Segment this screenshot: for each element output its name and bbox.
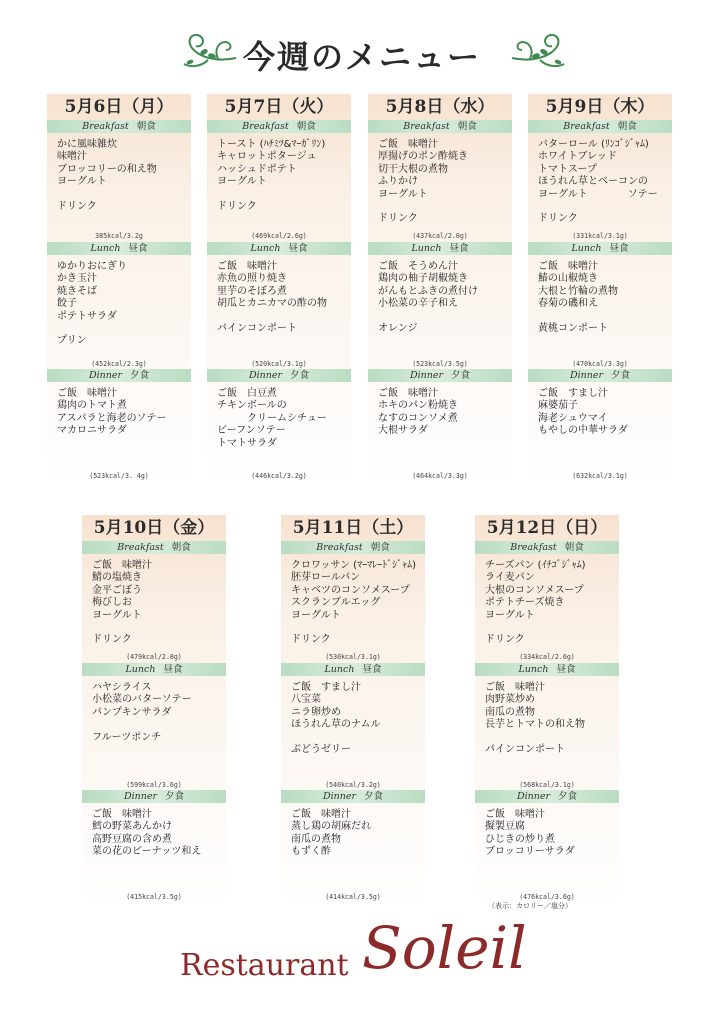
menu-item: 南瓜の煮物	[485, 706, 535, 718]
lunch-items	[47, 255, 191, 348]
menu-item: チキンボールの	[217, 400, 287, 412]
dinner-items	[47, 382, 191, 438]
menu-item: 鱈の野菜あんかけ	[92, 821, 172, 833]
menu-item: ご飯 味噌汁	[485, 809, 545, 820]
lunch-section	[368, 242, 512, 335]
breakfast-section	[528, 120, 672, 226]
menu-item: トマトサラダ	[217, 437, 277, 449]
dinner-label-jp: 夕食	[611, 370, 631, 381]
menu-item: 春菊の磯和え	[538, 298, 598, 310]
breakfast-items	[281, 554, 425, 647]
menu-item: ほうれん草とベーコンの	[538, 176, 648, 188]
breakfast-label-en: Breakfast	[563, 121, 610, 132]
day-card	[528, 94, 672, 484]
menu-item: 焼きそば	[57, 285, 97, 297]
breakfast-items	[207, 133, 351, 213]
menu-item: ドリンク	[378, 213, 418, 225]
lunch-nutrition: (523kcal/3.5g)	[412, 360, 468, 368]
breakfast-section	[82, 541, 226, 647]
menu-item: もやしの中華サラダ	[538, 425, 628, 437]
breakfast-header	[475, 541, 619, 554]
menu-item: ぶどうゼリー	[291, 743, 351, 755]
dinner-header	[368, 369, 512, 382]
lunch-label-jp: 昼食	[362, 664, 382, 675]
logo-restaurant-text: Restaurant	[180, 948, 349, 983]
dinner-label-en: Dinner	[409, 370, 444, 381]
menu-item: 胚芽ロールパン	[291, 572, 361, 584]
menu-item: 高野豆腐の含め煮	[92, 833, 172, 845]
menu-item: ご飯 味噌汁	[92, 809, 152, 820]
menu-item: パインコンポート	[485, 743, 565, 755]
breakfast-section	[368, 120, 512, 226]
menu-item: ご飯 味噌汁	[57, 388, 117, 399]
menu-item	[217, 189, 351, 201]
breakfast-header	[47, 120, 191, 133]
breakfast-header	[82, 541, 226, 554]
menu-item: がんもとふきの煮付け	[378, 285, 478, 297]
menu-item: 蒸し鶏の胡麻だれ	[291, 821, 371, 833]
menu-item: 八宝菜	[291, 694, 321, 706]
lunch-header	[82, 663, 226, 676]
lunch-nutrition: (540kcal/3.2g)	[325, 781, 381, 789]
breakfast-items	[82, 554, 226, 647]
menu-item: ドリンク	[485, 634, 525, 646]
menu-item: ハヤシライス	[92, 682, 152, 693]
breakfast-nutrition: (331kcal/3.1g)	[572, 232, 628, 240]
breakfast-label-en: Breakfast	[403, 121, 450, 132]
menu-item: フルーツポンチ	[92, 731, 162, 743]
lunch-label-en: Lunch	[90, 243, 121, 254]
day-date: 5月10日（金）	[93, 518, 215, 538]
breakfast-label-en: Breakfast	[316, 542, 363, 553]
lunch-label-jp: 昼食	[128, 243, 148, 254]
lunch-section	[475, 663, 619, 756]
menu-item: なすのコンソメ煮	[378, 412, 458, 424]
menu-item: 小松菜の辛子和え	[378, 298, 458, 310]
breakfast-header	[207, 120, 351, 133]
dinner-label-jp: 夕食	[364, 791, 384, 802]
day-date: 5月6日（月）	[64, 97, 174, 117]
menu-item: トマトスープ	[538, 163, 597, 175]
menu-item: オレンジ	[378, 322, 418, 334]
lunch-label-jp: 昼食	[449, 243, 469, 254]
menu-item: 金平ごぼう	[92, 584, 142, 596]
menu-item: ご飯 白豆煮	[217, 388, 277, 399]
menu-item: キャベツのコンソメスープ	[291, 584, 410, 596]
day-date: 5月9日（木）	[545, 97, 655, 117]
dinner-header	[47, 369, 191, 382]
menu-item: クロワッサン (ﾏｰﾏﾚｰﾄﾞｼﾞｬﾑ)	[291, 560, 416, 571]
lunch-label-jp: 昼食	[609, 243, 629, 254]
lunch-label-en: Lunch	[518, 664, 549, 675]
menu-item: ヨーグルト	[217, 176, 267, 188]
lunch-section	[207, 242, 351, 335]
dinner-nutrition: (464kcal/3.3g)	[412, 472, 468, 480]
breakfast-header	[528, 120, 672, 133]
logo-soleil-text: Soleil	[362, 914, 527, 982]
lunch-section	[47, 242, 191, 348]
menu-item: もずく酢	[291, 846, 331, 858]
dinner-label-jp: 夕食	[558, 791, 578, 802]
breakfast-items	[47, 133, 191, 213]
dinner-nutrition: (414kcal/3.5g)	[325, 893, 381, 901]
dinner-header	[528, 369, 672, 382]
dinner-section	[281, 790, 425, 859]
menu-item: 鯖の塩焼き	[92, 572, 142, 584]
menu-item: ビーフンソテー	[217, 425, 286, 437]
dinner-nutrition: (523kcal/3. 4g)	[89, 472, 149, 480]
dinner-items	[281, 803, 425, 859]
dinner-label-jp: 夕食	[290, 370, 310, 381]
menu-item	[538, 311, 672, 323]
menu-item	[291, 622, 425, 634]
lunch-nutrition: (470kcal/3.3g)	[572, 360, 628, 368]
lunch-header	[281, 663, 425, 676]
menu-item: プリン	[57, 335, 87, 347]
dinner-header	[207, 369, 351, 382]
breakfast-label-jp: 朝食	[617, 121, 637, 132]
dinner-label-jp: 夕食	[130, 370, 150, 381]
day-card	[368, 94, 512, 484]
menu-item	[217, 311, 351, 323]
dinner-label-en: Dinner	[322, 791, 357, 802]
dinner-section	[47, 369, 191, 438]
menu-item	[57, 189, 191, 201]
dinner-items	[207, 382, 351, 450]
lunch-label-en: Lunch	[125, 664, 156, 675]
day-card	[47, 94, 191, 484]
lunch-items	[207, 255, 351, 335]
menu-item: 小松菜のバターソテー	[92, 694, 192, 706]
lunch-label-en: Lunch	[324, 664, 355, 675]
menu-item: 鶏肉の柚子胡椒焼き	[378, 273, 468, 285]
menu-item: ニラ卵炒め	[291, 706, 341, 718]
menu-item: ドリンク	[538, 213, 578, 225]
menu-item	[92, 622, 226, 634]
dinner-label-en: Dinner	[123, 791, 158, 802]
menu-item: 麻婆茄子	[538, 400, 578, 412]
menu-item: 鰆の山椒焼き	[538, 273, 598, 285]
dinner-nutrition: (446kcal/3.2g)	[251, 472, 307, 480]
menu-item	[92, 719, 226, 731]
breakfast-label-en: Breakfast	[510, 542, 557, 553]
dinner-label-en: Dinner	[248, 370, 283, 381]
dinner-label-en: Dinner	[88, 370, 123, 381]
lunch-nutrition: (452kcal/2.3g)	[91, 360, 147, 368]
breakfast-section	[281, 541, 425, 647]
breakfast-label-jp: 朝食	[136, 121, 156, 132]
lunch-nutrition: (568kcal/3.1g)	[519, 781, 575, 789]
menu-item: ドリンク	[217, 200, 257, 212]
dinner-items	[528, 382, 672, 438]
breakfast-header	[281, 541, 425, 554]
day-card	[475, 515, 619, 905]
breakfast-label-jp: 朝食	[171, 542, 191, 553]
breakfast-section	[475, 541, 619, 647]
page-title: 今週のメニュー	[242, 38, 481, 76]
dinner-header	[475, 790, 619, 803]
menu-item: ブロッコリーの和え物	[57, 163, 157, 175]
menu-item: キャロットポタージュ	[217, 151, 317, 163]
lunch-header	[528, 242, 672, 255]
menu-item: 鶏肉のトマト煮	[57, 400, 127, 412]
breakfast-items	[475, 554, 619, 647]
menu-item	[378, 201, 512, 213]
day-date: 5月11日（土）	[292, 518, 414, 538]
lunch-label-en: Lunch	[571, 243, 602, 254]
day-card	[281, 515, 425, 905]
dinner-label-en: Dinner	[516, 791, 551, 802]
menu-item	[485, 732, 619, 744]
menu-item	[291, 732, 425, 744]
breakfast-label-jp: 朝食	[457, 121, 477, 132]
title-area	[0, 28, 724, 78]
menu-item: 大根と竹輪の煮物	[538, 285, 618, 297]
dinner-items	[368, 382, 512, 438]
breakfast-label-en: Breakfast	[82, 121, 129, 132]
menu-item: ご飯 すまし汁	[291, 682, 361, 693]
dinner-section	[207, 369, 351, 450]
dinner-section	[368, 369, 512, 438]
lunch-label-jp: 昼食	[556, 664, 576, 675]
lunch-section	[281, 663, 425, 756]
menu-item: 切干大根の煮物	[378, 163, 448, 175]
menu-item: ハッシュドポテト	[217, 163, 297, 175]
menu-item: 大根サラダ	[378, 425, 428, 437]
lunch-header	[368, 242, 512, 255]
menu-item	[57, 323, 191, 335]
breakfast-label-jp: 朝食	[370, 542, 390, 553]
dinner-items	[475, 803, 619, 859]
menu-item: 胡瓜とカニカマの酢の物	[217, 298, 327, 310]
menu-item: アスパラと海老のソテー	[57, 412, 167, 424]
menu-item: トースト (ﾊﾁﾐﾂ&ﾏｰｶﾞﾘﾝ)	[217, 139, 326, 150]
dinner-nutrition: (632kcal/3.1g)	[572, 472, 628, 480]
menu-item: 菜の花のピーナッツ和え	[92, 846, 202, 858]
menu-item: 長芋とトマトの和え物	[485, 719, 585, 731]
menu-item: ドリンク	[291, 634, 331, 646]
menu-item: チーズパン (ｲﾁｺﾞｼﾞｬﾑ)	[485, 560, 586, 571]
menu-item: 厚揚げのポン酢焼き	[378, 151, 468, 163]
day-card	[207, 94, 351, 484]
dinner-label-en: Dinner	[569, 370, 604, 381]
menu-item: ポテトサラダ	[57, 310, 117, 322]
lunch-items	[281, 676, 425, 756]
menu-item: バターロール (ﾘﾝｺﾞｼﾞｬﾑ)	[538, 139, 649, 150]
menu-item	[485, 622, 619, 634]
menu-item: パインコンポート	[217, 322, 297, 334]
dinner-items	[82, 803, 226, 859]
dinner-nutrition: (476kcal/3.6g)	[519, 893, 575, 901]
lunch-nutrition: (599kcal/3.6g)	[126, 781, 182, 789]
menu-item: 梅びしお	[92, 597, 132, 609]
breakfast-nutrition: (437kcal/2.0g)	[412, 232, 468, 240]
menu-item: ドリンク	[92, 634, 132, 646]
dinner-label-jp: 夕食	[165, 791, 185, 802]
breakfast-items	[528, 133, 672, 226]
menu-item: ご飯 そうめん汁	[378, 261, 458, 272]
menu-item: ご飯 味噌汁	[485, 682, 545, 693]
breakfast-label-jp: 朝食	[564, 542, 584, 553]
menu-item: ホワイトブレッド	[538, 151, 617, 163]
lunch-header	[47, 242, 191, 255]
menu-item: ヨーグルト ソテー	[538, 188, 658, 200]
dinner-label-jp: 夕食	[451, 370, 471, 381]
lunch-header	[475, 663, 619, 676]
breakfast-nutrition: (334kcal/2.6g)	[519, 653, 575, 661]
lunch-section	[82, 663, 226, 744]
dinner-header	[82, 790, 226, 803]
menu-item: ヨーグルト	[485, 609, 535, 621]
menu-item: クリームシチュー	[217, 412, 327, 424]
menu-item: かに風味雑炊	[57, 139, 117, 150]
dinner-section	[528, 369, 672, 438]
lunch-label-jp: 昼食	[163, 664, 183, 675]
menu-item: ご飯 味噌汁	[92, 560, 152, 571]
dinner-nutrition: (415kcal/3.5g)	[126, 893, 182, 901]
menu-item: ふりかけ	[378, 176, 418, 188]
lunch-label-jp: 昼食	[288, 243, 308, 254]
menu-item: ご飯 味噌汁	[217, 261, 277, 272]
menu-item: ヨーグルト	[92, 609, 142, 621]
menu-item: ひじきの炒り煮	[485, 833, 555, 845]
menu-item: ご飯 味噌汁	[291, 809, 351, 820]
lunch-label-en: Lunch	[250, 243, 281, 254]
menu-item: 味噌汁	[57, 151, 87, 163]
menu-item: ご飯 味噌汁	[378, 139, 438, 150]
menu-item: ライ麦パン	[485, 572, 535, 584]
lunch-items	[82, 676, 226, 744]
menu-item: ご飯 味噌汁	[538, 261, 598, 272]
menu-item: 擬製豆腐	[485, 821, 525, 833]
dinner-section	[475, 790, 619, 859]
menu-item: 大根のコンソメスープ	[485, 584, 584, 596]
breakfast-nutrition: (479kcal/2.8g)	[126, 653, 182, 661]
lunch-header	[207, 242, 351, 255]
lunch-section	[528, 242, 672, 335]
menu-item: スクランブルエッグ	[291, 597, 381, 609]
menu-item: 里芋のそぼろ煮	[217, 285, 287, 297]
menu-item: 赤魚の照り焼き	[217, 273, 287, 285]
breakfast-nutrition: (530kcal/3.1g)	[325, 653, 381, 661]
lunch-nutrition: (520kcal/3.1g)	[251, 360, 307, 368]
lunch-label-en: Lunch	[411, 243, 442, 254]
menu-item: ポテトチーズ焼き	[485, 597, 565, 609]
menu-item: ドリンク	[57, 200, 97, 212]
menu-item: ヨーグルト	[291, 609, 341, 621]
dinner-section	[82, 790, 226, 859]
menu-item: ホキのパン粉焼き	[378, 400, 458, 412]
menu-item: ほうれん草のナムル	[291, 719, 381, 731]
lunch-items	[368, 255, 512, 335]
menu-item: ご飯 すまし汁	[538, 388, 608, 399]
lunch-items	[475, 676, 619, 756]
menu-item: ヨーグルト	[57, 176, 107, 188]
menu-item: 肉野菜炒め	[485, 694, 535, 706]
menu-item	[378, 311, 512, 323]
breakfast-section	[47, 120, 191, 213]
day-date: 5月12日（日）	[486, 518, 608, 538]
breakfast-section	[207, 120, 351, 213]
menu-item: パンプキンサラダ	[92, 706, 172, 718]
breakfast-label-en: Breakfast	[117, 542, 164, 553]
breakfast-header	[368, 120, 512, 133]
breakfast-nutrition: (469kcal/2.6g)	[251, 232, 307, 240]
breakfast-label-en: Breakfast	[242, 121, 289, 132]
lunch-items	[528, 255, 672, 335]
breakfast-items	[368, 133, 512, 226]
breakfast-nutrition: 385kcal/3.2g	[95, 232, 143, 240]
menu-item: 餃子	[57, 298, 77, 310]
menu-item	[538, 201, 672, 213]
menu-item: かき玉汁	[57, 273, 97, 285]
menu-item: 海老シュウマイ	[538, 412, 608, 424]
menu-item: 南瓜の煮物	[291, 833, 341, 845]
menu-item: ヨーグルト	[378, 188, 428, 200]
menu-item: ゆかりおにぎり	[57, 261, 127, 272]
breakfast-label-jp: 朝食	[296, 121, 316, 132]
menu-item: ご飯 味噌汁	[378, 388, 438, 399]
day-date: 5月7日（火）	[224, 97, 334, 117]
day-date: 5月8日（水）	[385, 97, 495, 117]
menu-item: ブロッコリーサラダ	[485, 846, 575, 858]
day-card	[82, 515, 226, 905]
nutrition-legend: （表示：カロリー／塩分）	[488, 902, 572, 910]
menu-item: 黄桃コンポート	[538, 322, 608, 334]
dinner-header	[281, 790, 425, 803]
menu-item: マカロニサラダ	[57, 425, 127, 437]
